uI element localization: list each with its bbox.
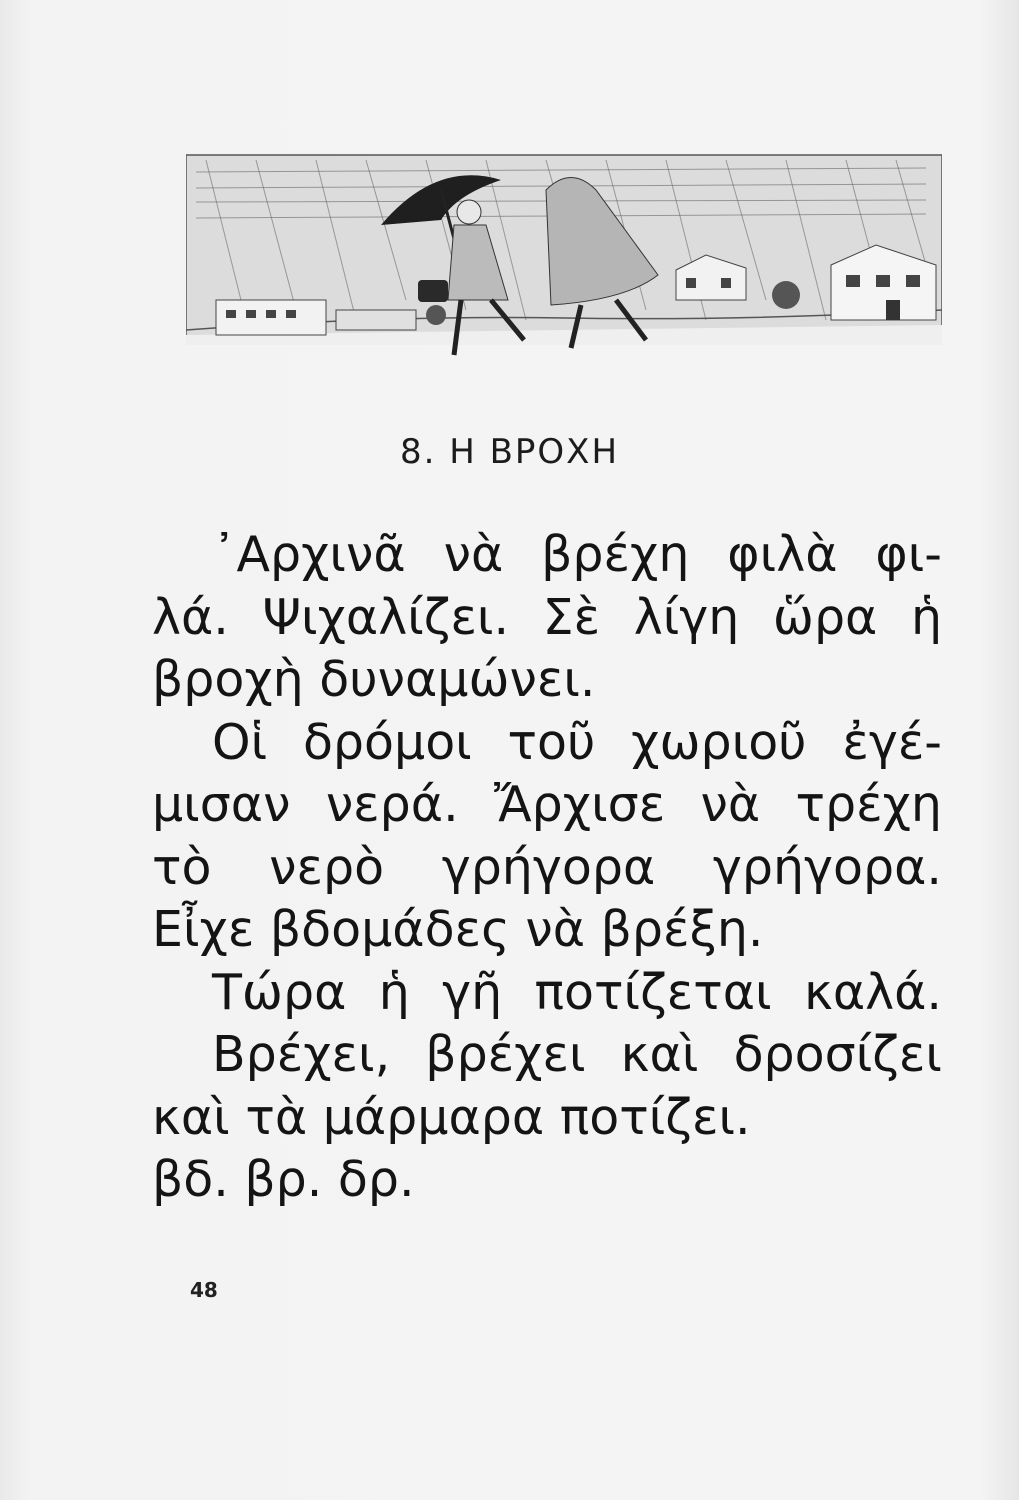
rain-illustration <box>186 150 942 360</box>
text-line: Τώρα ἡ γῆ ποτίζεται καλά. <box>212 963 942 1021</box>
text-line: καὶ τὰ μάρμαρα ποτίζει. <box>152 1088 751 1146</box>
text-line: Εἶχε βδομάδες νὰ βρέξη. <box>152 901 764 958</box>
text-line: μισαν νερά. Ἄρχισε νὰ τρέχη <box>152 776 942 833</box>
text-line: βροχὴ δυναμώνει. <box>152 651 596 708</box>
text-line: λά. Ψιχαλίζει. Σὲ λίγη ὥρα ἡ <box>152 588 942 646</box>
reading-text <box>152 524 942 1212</box>
text-line: τὸ νερὸ γρήγορα γρήγορα. <box>152 838 942 896</box>
text-line: βδ. βρ. δρ. <box>152 1151 415 1208</box>
chapter-title: 8. Η ΒΡΟΧΗ <box>399 432 620 472</box>
text-line: Οἱ δρόμοι τοῦ χωριοῦ ἐγέ- <box>212 713 942 771</box>
text-line: Βρέχει, βρέχει καὶ δροσίζει <box>212 1026 942 1083</box>
page-number: 48 <box>190 1278 218 1302</box>
text-line: ᾿Αρχινᾶ νὰ βρέχη φιλὰ φι- <box>212 526 942 583</box>
